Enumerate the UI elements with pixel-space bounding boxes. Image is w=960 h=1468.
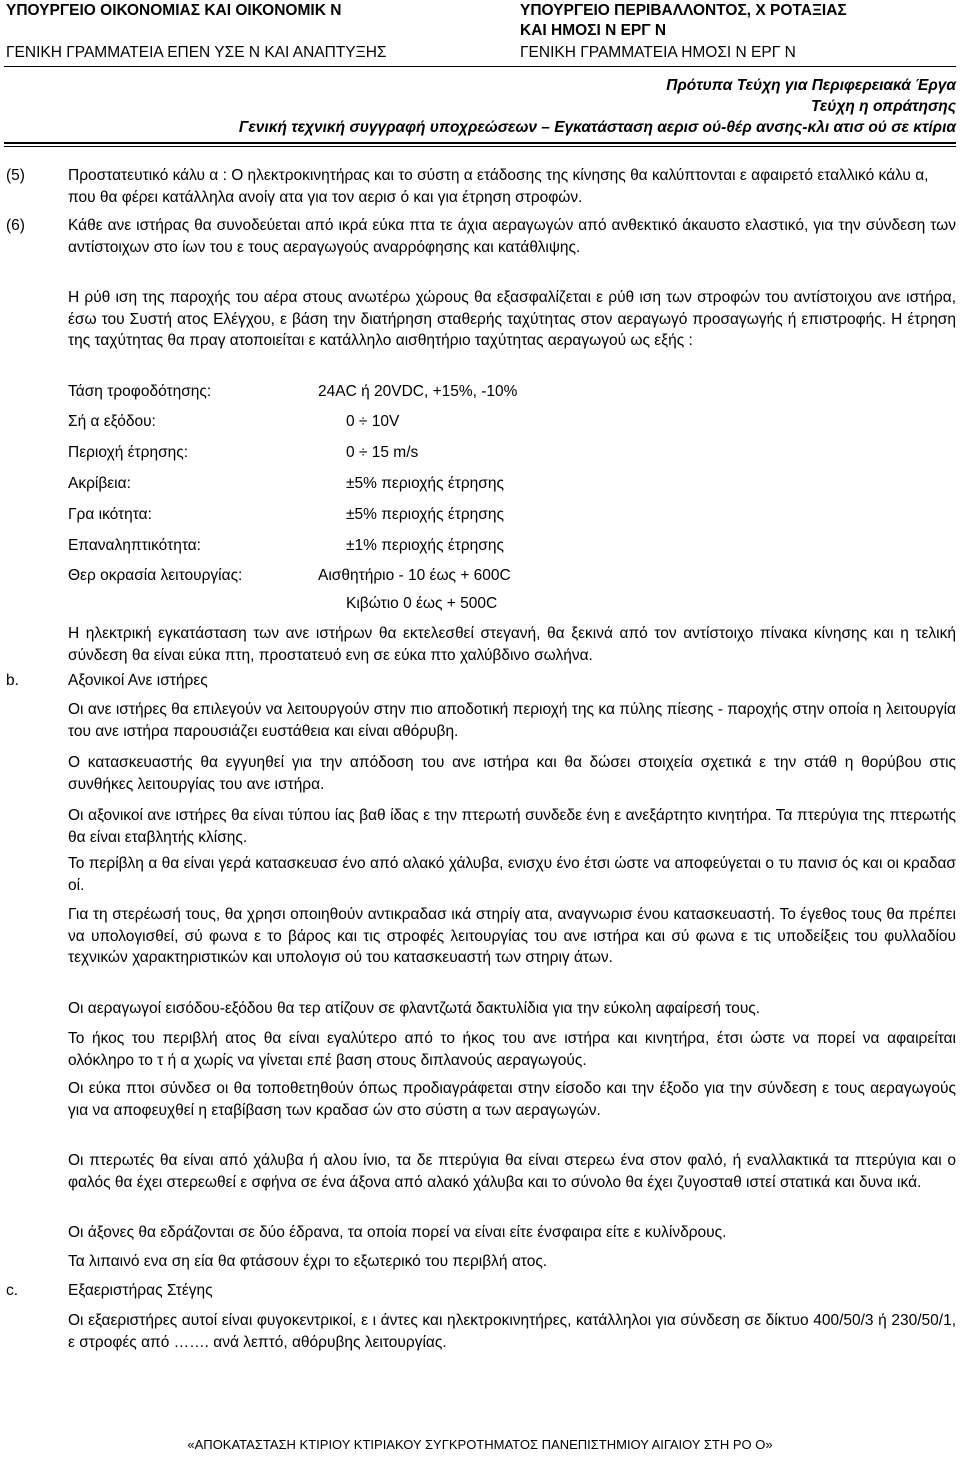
spec-value: 0 ÷ 10V bbox=[346, 413, 400, 430]
regulation-paragraph: Η ρύθ ιση της παροχής του αέρα στους ανωτέρω χώρους θα εξασφαλίζεται ε ρύθ ιση των στροφών του αντίστοιχου ανε ιστήρα, έσω του Συστή ατος Ελέγχου, ε βάση την διατήρηση σταθερής ταχύτητας στον αεραγωγό προσαγωγής ή επιστροφής. Η έτρηση της ταχύτητας θα πραγ ατοποιείται ε κατάλληλο αισθητήριο ταχύτητας αεραγωγού ως εξής : bbox=[68, 289, 956, 349]
spec-label: Ακρίβεια: bbox=[68, 475, 131, 492]
section-b-letter: b. bbox=[6, 672, 19, 689]
document-volume: Τεύχη η οπράτησης bbox=[810, 98, 956, 115]
section-b-paragraph: Οι ανε ιστήρες θα επιλεγούν να λειτουργούν στην πιο αποδοτική περιοχή της κα πύλης πίεσης - παροχής στην οποία η λειτουργία του ανε ιστήρα παρουσιάζει ευστάθεια και είναι αθόρυβη. bbox=[68, 701, 956, 740]
section-b-paragraph: Οι αξονικοί ανε ιστήρες θα είναι τύπου ίας βαθ ίδας ε την πτερωτή συνδεδε ένη ε ανεξάρτητο κινητήρα. Τα πτερύγια της πτερωτής θα είναι εταβλητής κλίσης. bbox=[68, 807, 956, 846]
spec-value: Αισθητήριο - 10 έως + 600C bbox=[318, 567, 511, 584]
section-c-title: Εξαεριστήρας Στέγης bbox=[68, 1282, 213, 1299]
spec-value: ±5% περιοχής έτρησης bbox=[346, 475, 504, 492]
section-b-title: Αξονικοί Ανε ιστήρες bbox=[68, 672, 208, 689]
item-text-5: Προστατευτικό κάλυ α : Ο ηλεκτροκινητήρας και το σύστη α ετάδοσης της κίνησης θα καλύπτονται ε αφαιρετό εταλλικό κάλυ α, που θα φέρει κατάλληλα ανοίγ ατα για τον αερισ ό και για έτρηση στροφών. bbox=[68, 167, 929, 206]
section-b-paragraph: Οι πτερωτές θα είναι από χάλυβα ή αλου ίνιο, τα δε πτερύγια θα είναι στερεω ένα στον φαλό, ή εναλλακτικά τα πτερύγια και ο φαλός θα έχει στερεωθεί ε σφήνα σε ένα άξονα από αλακό χάλυβα και το σύνολο θα έχει ζυγοσταθ ιστεί στατικά και δυνα ικά. bbox=[68, 1152, 956, 1191]
spec-value: 24AC ή 20VDC, +15%, -10% bbox=[318, 383, 518, 400]
item-text-6: Κάθε ανε ιστήρας θα συνοδεύεται από ικρά εύκα πτα τε άχια αεραγωγών από ανθεκτικό άκαυστο ελαστικό, για την σύνδεση των αντίστοιχων στο ίων του ε τους αεραγωγούς αναρρόφησης και κατάθλιψης. bbox=[68, 217, 956, 256]
subtitle-divider-thin bbox=[4, 146, 956, 147]
spec-label: Επαναληπτικότητα: bbox=[68, 537, 201, 554]
section-b-paragraph: Οι αεραγωγοί εισόδου-εξόδου θα τερ ατίζουν σε φλαντζωτά δακτυλίδια για την εύκολη αφαίρεσή τους. bbox=[68, 1000, 761, 1017]
general-secretariat-public-works: ΓΕΝΙΚΗ ΓΡΑΜΜΑΤΕΙΑ ΗΜΟΣΙ Ν ΕΡΓ Ν bbox=[520, 44, 796, 61]
section-b-paragraph: Οι εύκα πτοι σύνδεσ οι θα τοποθετηθούν όπως προδιαγράφεται στην είσοδο και την έξοδο για την σύνδεση ε τους αεραγωγούς για να αποφευχθεί η εταβίβαση των κραδασ ών στο σύστη α των αεραγωγών. bbox=[68, 1080, 956, 1119]
header-divider bbox=[4, 66, 956, 67]
spec-label: Τάση τροφοδότησης: bbox=[68, 383, 212, 400]
section-b-paragraph: Το ήκος του περιβλή ατος θα είναι εγαλύτερο από το ήκος του ανε ιστήρα και κινητήρα, έτσι ώστε να πορεί να αφαιρείται ολόκληρο το τ ή α χωρίς να γίνεται επέ βαση στους διπλανούς αεραγωγούς. bbox=[68, 1030, 956, 1069]
page-footer: «ΑΠΟΚΑΤΑΣΤΑΣΗ ΚΤΙΡΙΟΥ ΚΤΙΡΙΑΚΟΥ ΣΥΓΚΡΟΤΗΜΑΤΟΣ ΠΑΝΕΠΙΣΤΗΜΙΟΥ ΑΙΓΑΙΟΥ ΣΤΗ ΡΟ Ο» bbox=[187, 1437, 773, 1452]
section-b-paragraph: Ο κατασκευαστής θα εγγυηθεί για την απόδοση του ανε ιστήρα και θα δώσει στοιχεία σχετικά ε την στάθ η θορύβου στις συνθήκες λειτουργίας του ανε ιστήρα. bbox=[68, 754, 956, 793]
ministry-environment-title: ΥΠΟΥΡΓΕΙΟ ΠΕΡΙΒΑΛΛΟΝΤΟΣ, Χ ΡΟΤΑΞΙΑΣ bbox=[520, 2, 847, 19]
section-b-paragraph: Για τη στερέωσή τους, θα χρησι οποιηθούν αντικραδασ ικά στηρίγ ατα, αναγνωρισ ένου κατασκευαστή. Το έγεθος τους θα πρέπει να υπολογισθεί, σύ φωνα ε το βάρος και τις στροφές λειτουργίας του ανε ιστήρα και σύ φωνα ε τις υποδείξεις του φυλλαδίου τεχνικών χαρακτηριστικών και υπολογισ ού του κατασκευαστή των στηριγ άτων. bbox=[68, 906, 956, 966]
document-subtitle: Γενική τεχνική συγγραφή υποχρεώσεων – Εγκατάσταση αερισ ού-θέρ ανσης-κλι ατισ ού σε κτίρια bbox=[238, 119, 956, 136]
section-c-paragraph: Οι εξαεριστήρες αυτοί είναι φυγοκεντρικοί, ε ι άντες και ηλεκτροκινητήρες, κατάλληλοι για σύνδεση σε δίκτυο 400/50/3 ή 230/50/1, ε στροφές από ……. ανά λεπτό, αθόρυβης λειτουργίας. bbox=[68, 1312, 956, 1351]
section-b-paragraph: Το περίβλη α θα είναι γερά κατασκευασ ένο από αλακό χάλυβα, ενισχυ ένο έτσι ώστε να αποφεύγεται ο τυ πανισ ός και οι κραδασ οί. bbox=[68, 855, 956, 894]
general-secretariat-investments: ΓΕΝΙΚΗ ΓΡΑΜΜΑΤΕΙΑ ΕΠΕΝ ΥΣΕ Ν ΚΑΙ ΑΝΑΠΤΥΞΗΣ bbox=[6, 44, 387, 61]
spec-value: 0 ÷ 15 m/s bbox=[346, 444, 419, 461]
ministry-finance-title: ΥΠΟΥΡΓΕΙΟ ΟΙΚΟΝΟΜΙΑΣ ΚΑΙ ΟΙΚΟΝΟΜΙΚ Ν bbox=[6, 2, 342, 19]
item-number-6: (6) bbox=[6, 217, 25, 234]
spec-label: Γρα ικότητα: bbox=[68, 506, 152, 523]
spec-label: Σή α εξόδου: bbox=[68, 413, 156, 430]
spec-label: Περιοχή έτρησης: bbox=[68, 444, 189, 461]
section-b-paragraph: Οι άξονες θα εδράζονται σε δύο έδρανα, τα οποία πορεί να είναι είτε ένσφαιρα είτε ε κυλίνδρους. bbox=[68, 1224, 727, 1241]
subtitle-divider-thick bbox=[4, 142, 956, 144]
section-b-paragraph: Τα λιπαινό ενα ση εία θα φτάσουν έχρι το εξωτερικό του περιβλή ατος. bbox=[68, 1253, 548, 1270]
spec-value: Κιβώτιο 0 έως + 500C bbox=[346, 595, 498, 612]
item-number-5: (5) bbox=[6, 167, 25, 184]
document-series: Πρότυπα Τεύχη για Περιφερειακά Έργα bbox=[666, 77, 956, 94]
section-c-letter: c. bbox=[6, 1282, 19, 1299]
ministry-public-works-title: ΚΑΙ ΗΜΟΣΙ Ν ΕΡΓ Ν bbox=[520, 22, 667, 39]
spec-value: ±5% περιοχής έτρησης bbox=[346, 506, 504, 523]
spec-label: Θερ οκρασία λειτουργίας: bbox=[68, 567, 243, 584]
installation-paragraph: Η ηλεκτρική εγκατάσταση των ανε ιστήρων θα εκτελεσθεί στεγανή, θα ξεκινά από τον αντίστοιχο πίνακα κίνησης και η τελική σύνδεση θα είναι εύκα πτη, προστατευό ενη σε εύκα πτο χαλύβδινο σωλήνα. bbox=[68, 625, 956, 664]
spec-value: ±1% περιοχής έτρησης bbox=[346, 537, 504, 554]
